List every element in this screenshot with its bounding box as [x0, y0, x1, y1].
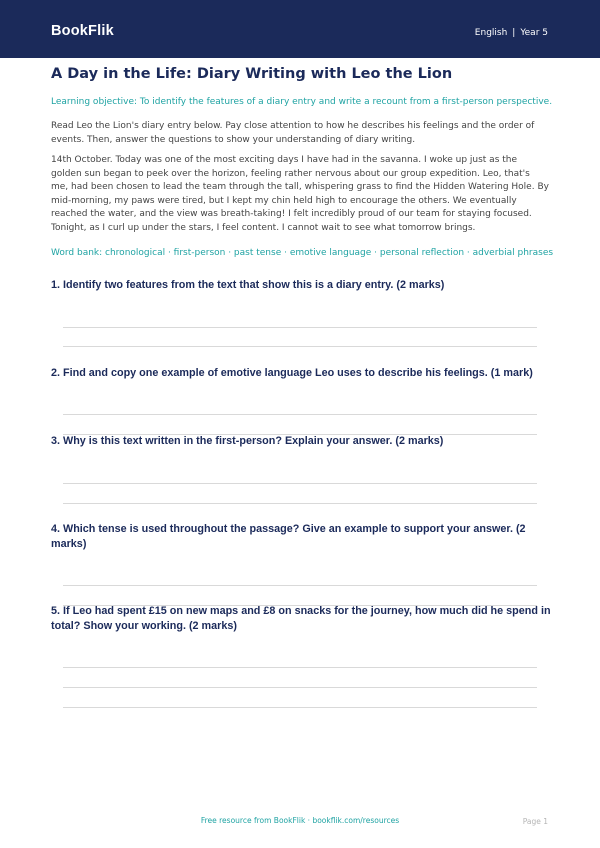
answer-line[interactable]	[63, 503, 537, 504]
year-label: Year 5	[520, 28, 548, 38]
question-3: 3. Why is this text written in the first-person? Explain your answer. (2 marks)	[51, 435, 444, 447]
diary-entry: 14th October. Today was one of the most exciting days I have had in the savanna. I woke up just as the golden sun began to peek over the horizon, feeling rather nervous about our group expedition. Leo, that's me, had been chosen to lead the team through the tall, whispering grass to find the Hidden Watering Hole. By mid-morning, my paws were tired, but I kept my chin held high to encourage the others. We eventually reached the water, and the view was breath-taking! I felt incredibly proud of our team for staying focused. Tonight, as I curl up under the stars, I feel content. I cannot wait to see what tomorrow brings.	[51, 155, 549, 233]
answer-line[interactable]	[63, 667, 537, 668]
page-title: A Day in the Life: Diary Writing with Leo the Lion	[51, 66, 453, 82]
intro-paragraph: Read Leo the Lion's diary entry below. Pay close attention to how he describes his feelings and the order of events. Then, answer the questions to show your understanding of diary writing.	[51, 121, 535, 145]
question-2: 2. Find and copy one example of emotive language Leo uses to describe his feelings. (1 mark)	[51, 367, 533, 379]
answer-line[interactable]	[63, 585, 537, 586]
answer-line[interactable]	[63, 346, 537, 347]
answer-line[interactable]	[63, 414, 537, 415]
answer-line[interactable]	[63, 327, 537, 328]
answer-line[interactable]	[63, 483, 537, 484]
page-number: Page 1	[522, 817, 548, 826]
page-header	[0, 0, 600, 58]
answer-line[interactable]	[63, 687, 537, 688]
answer-line[interactable]	[63, 707, 537, 708]
header-meta	[475, 28, 548, 38]
subject-label: English	[474, 28, 508, 38]
question-4: 4. Which tense is used throughout the passage? Give an example to support your answer. (2 marks)	[51, 523, 526, 550]
question-5: 5. If Leo had spent £15 on new maps and £8 on snacks for the journey, how much did he spend in total? Show your working. (2 marks)	[51, 605, 551, 632]
footer-text: Free resource from BookFlik · bookflik.com/resources	[200, 816, 400, 825]
meta-separator: |	[512, 28, 516, 38]
brand-logo: BookFlik	[51, 23, 114, 39]
learning-objective: Learning objective: To identify the features of a diary entry and write a recount from a first-person perspective.	[51, 97, 553, 107]
word-bank: Word bank: chronological · first-person · past tense · emotive language · personal reflection · adverbial phrases	[51, 248, 554, 258]
question-1: 1. Identify two features from the text that show this is a diary entry. (2 marks)	[51, 279, 445, 291]
